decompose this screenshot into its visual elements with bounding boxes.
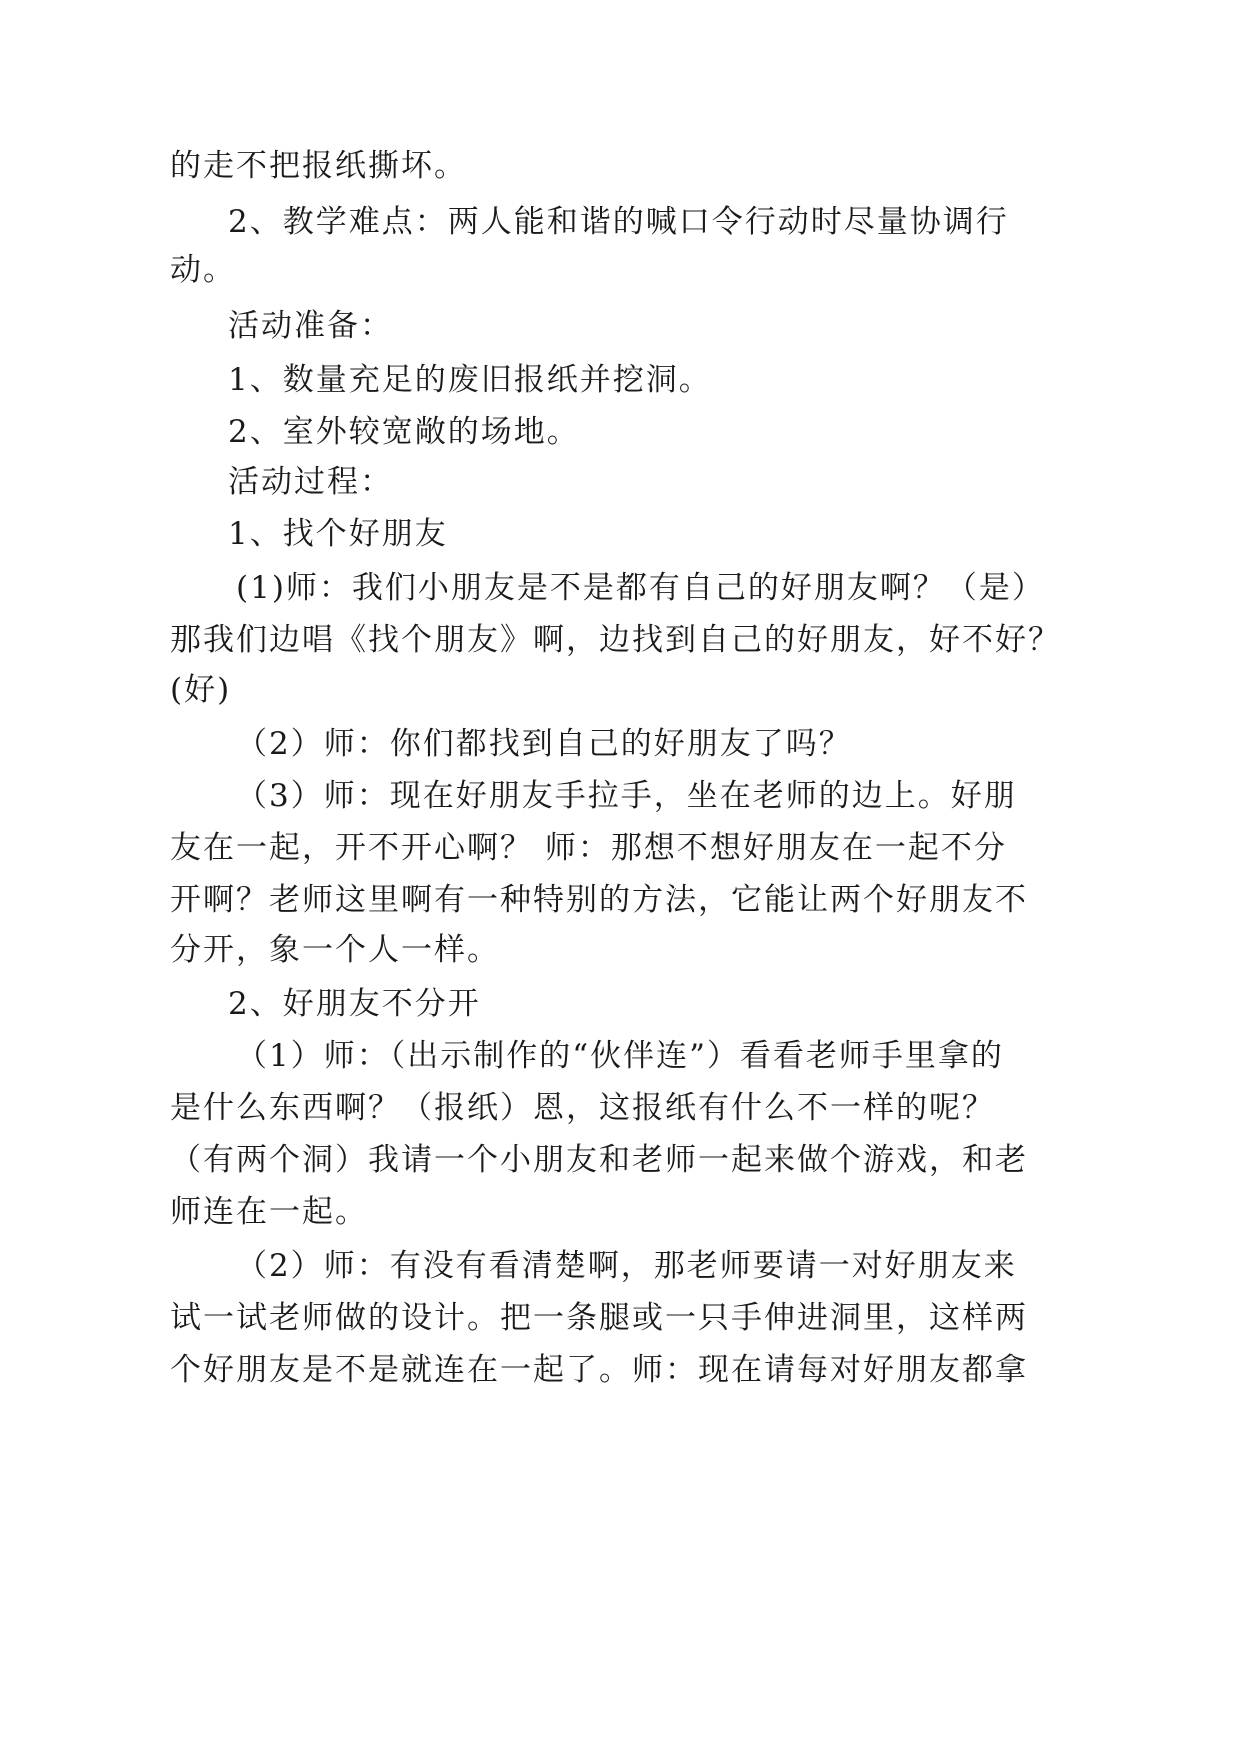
text-line: (1)师：我们小朋友是不是都有自己的好朋友啊？（是）: [236, 570, 1045, 606]
subsection-heading: 1、找个好朋友: [228, 516, 448, 552]
text-line: 个好朋友是不是就连在一起了。师：现在请每对好朋友都拿: [170, 1352, 1028, 1388]
text-line: （1）师：（出示制作的“伙伴连”）看看老师手里拿的: [236, 1038, 1004, 1074]
text-line: 试一试老师做的设计。把一条腿或一只手伸进洞里，这样两: [170, 1300, 1028, 1336]
section-heading: 活动准备：: [228, 308, 393, 344]
text-line: （有两个洞）我请一个小朋友和老师一起来做个游戏，和老: [170, 1142, 1028, 1178]
text-line: 那我们边唱《找个朋友》啊，边找到自己的好朋友，好不好？: [170, 622, 1061, 658]
text-line: 分开，象一个人一样。: [170, 932, 500, 968]
text-line: 2、教学难点：两人能和谐的喊口令行动时尽量协调行: [228, 204, 1009, 240]
text-line: （2）师：你们都找到自己的好朋友了吗？: [236, 726, 852, 762]
text-line: 动。: [170, 252, 236, 288]
text-line: 的走不把报纸撕坏。: [170, 148, 467, 184]
text-line: 友在一起，开不开心啊？ 师：那想不想好朋友在一起不分: [170, 830, 1007, 866]
text-line: 2、室外较宽敞的场地。: [228, 414, 580, 450]
text-line: 开啊？老师这里啊有一种特别的方法，它能让两个好朋友不: [170, 882, 1028, 918]
text-line: （2）师：有没有看清楚啊，那老师要请一对好朋友来: [236, 1248, 1017, 1284]
text-line: (好): [170, 672, 232, 708]
text-line: 1、数量充足的废旧报纸并挖洞。: [228, 362, 712, 398]
text-line: 是什么东西啊？（报纸）恩，这报纸有什么不一样的呢？: [170, 1090, 995, 1126]
text-line: 师连在一起。: [170, 1194, 368, 1230]
text-line: （3）师：现在好朋友手拉手，坐在老师的边上。好朋: [236, 778, 1017, 814]
subsection-heading: 2、好朋友不分开: [228, 986, 481, 1022]
section-heading: 活动过程：: [228, 464, 393, 500]
